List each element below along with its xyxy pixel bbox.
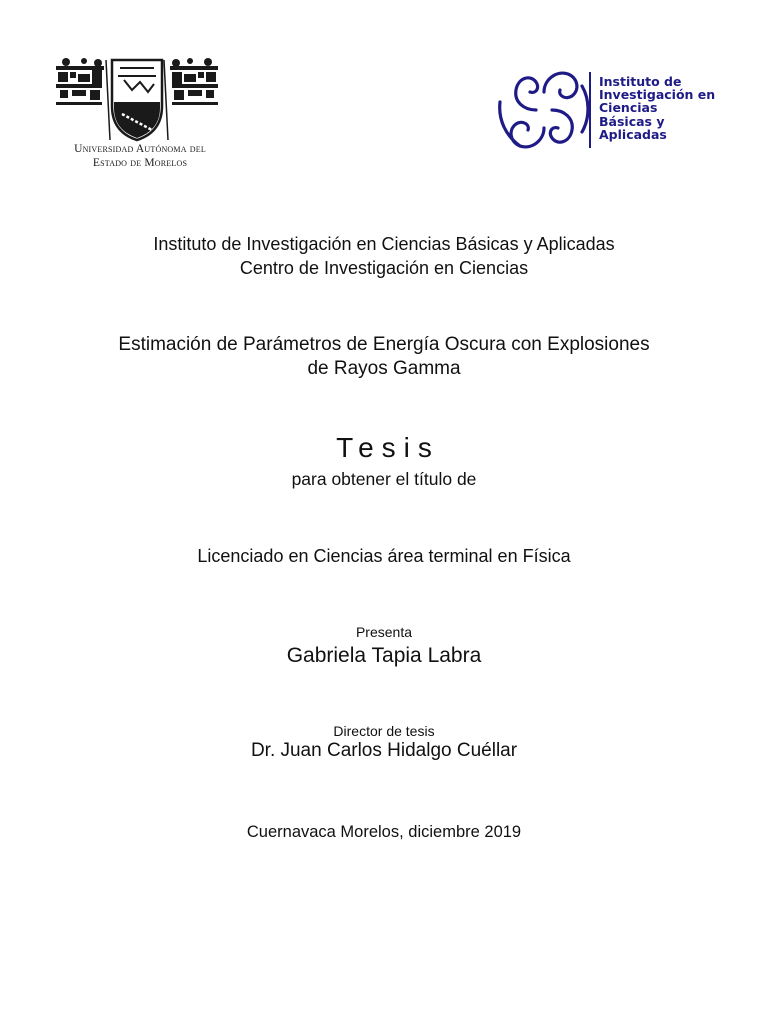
iicba-name-line-2: Investigación en	[599, 87, 716, 103]
iicba-name-line-4: Básicas y	[599, 113, 665, 129]
thesis-title-line-2: de Rayos Gamma	[307, 357, 461, 379]
institution-heading	[0, 232, 768, 280]
uaem-name-line-1: Universidad Autónoma del	[74, 143, 206, 155]
iicba-name-line-1: Instituto de	[599, 74, 682, 89]
iicba-divider	[589, 72, 591, 148]
tesis-subtitle: para obtener el título de	[291, 469, 477, 489]
thesis-title-line-1: Estimación de Parámetros de Energía Oscura con Explosiones	[118, 334, 650, 355]
uaem-crest-icon	[54, 56, 220, 142]
thesis-title	[0, 333, 768, 380]
uaem-logo	[40, 50, 240, 180]
iicba-spiral-icon	[496, 62, 592, 158]
institution-line-1: Instituto de Investigación en Ciencias Básicas y Aplicadas	[153, 234, 615, 254]
director-name: Dr. Juan Carlos Hidalgo Cuéllar	[250, 740, 518, 761]
tesis-heading: Tesis	[336, 432, 440, 463]
iicba-name	[599, 75, 715, 141]
author-name: Gabriela Tapia Labra	[286, 644, 482, 667]
author-label: Presenta	[355, 624, 413, 640]
iicba-logo	[496, 62, 736, 162]
iicba-name-line-3: Ciencias	[599, 100, 658, 116]
director-label: Director de tesis	[333, 723, 435, 739]
uaem-name	[40, 143, 240, 170]
iicba-name-line-5: Aplicadas	[599, 126, 667, 142]
uaem-name-line-2: Estado de Morelos	[92, 156, 188, 169]
institution-line-2: Centro de Investigación en Ciencias	[239, 258, 529, 278]
place-date: Cuernavaca Morelos, diciembre 2019	[246, 823, 522, 841]
degree-name: Licenciado en Ciencias área terminal en Física	[197, 546, 571, 566]
